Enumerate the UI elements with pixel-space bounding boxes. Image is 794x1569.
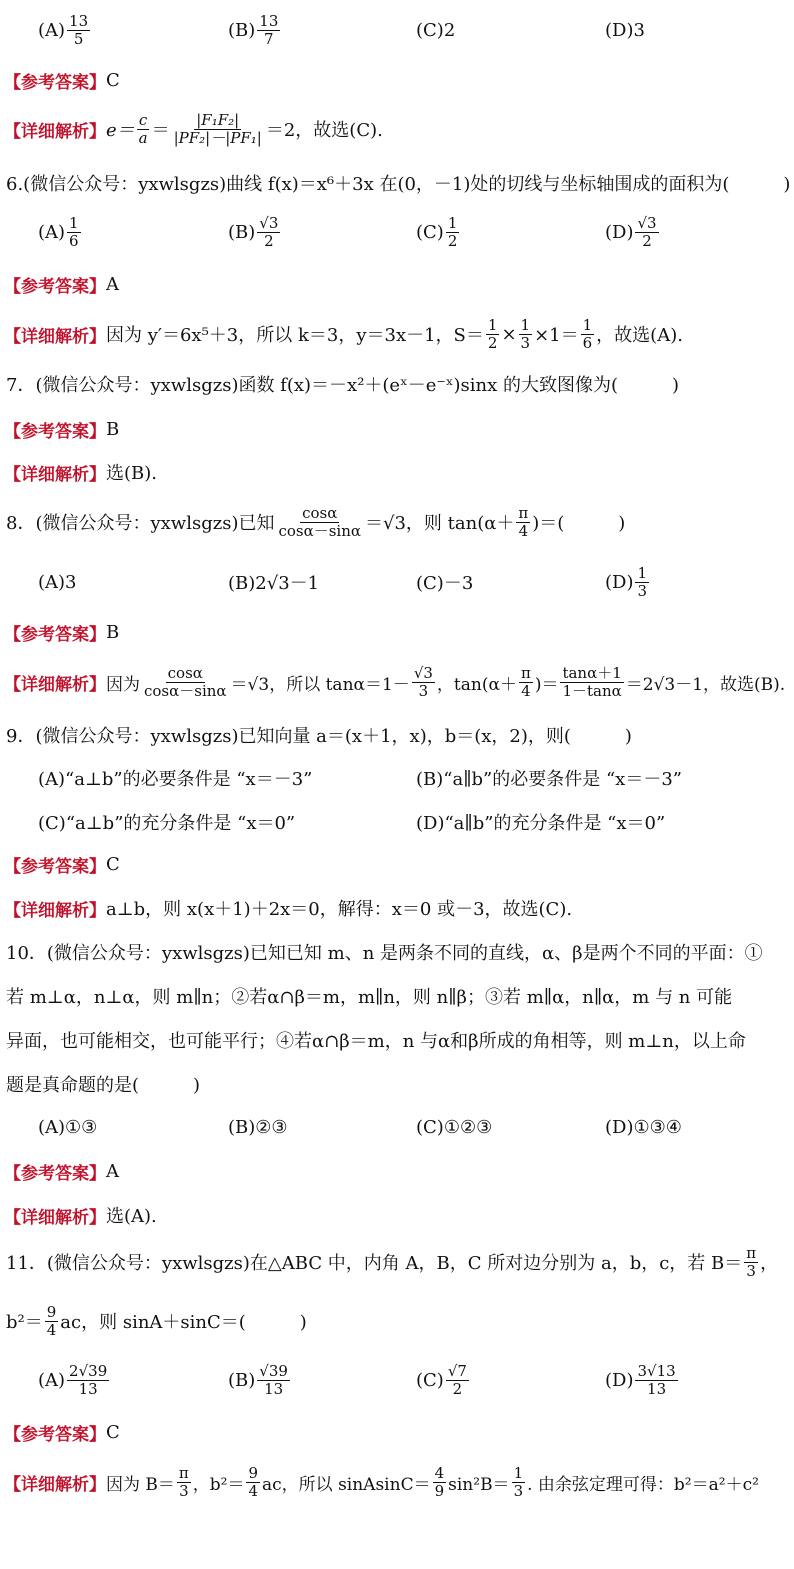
q9-analysis: 【详细解析】 a⊥b，则 x(x＋1)＋2x＝0，解得：x＝0 或－3，故选(C). — [4, 886, 790, 930]
q10-option-a: (A)①③ — [38, 1116, 98, 1138]
q11-option-d: (D) $\frac{3√13}{13}$ — [605, 1361, 676, 1398]
q11-options — [38, 1358, 788, 1402]
analysis-label: 【详细解析】 — [4, 121, 106, 142]
q5-analysis: 【详细解析】 e＝ $\frac{c}{a}$ ＝ $\frac{\text{|F₁F₂|}}{\text{|PF₂|－|PF₁|}}$ ＝2，故选(C). — [4, 110, 383, 147]
fraction: $\frac{√3}{2}$ — [637, 213, 657, 250]
analysis-label: 【详细解析】 — [4, 900, 106, 921]
answer-value: C — [106, 853, 120, 875]
q10-answer — [4, 1149, 790, 1193]
q5-option-a — [38, 8, 92, 52]
q9-options-row1 — [38, 756, 788, 800]
answer-label: 【参考答案】 — [4, 1424, 106, 1445]
fraction: $\frac{\pi}{3}$ — [178, 1463, 189, 1500]
analysis-label: 【详细解析】 — [4, 464, 106, 485]
fraction: $\frac{\tan\alpha+1}{1-\tan\alpha}$ — [562, 663, 622, 700]
fraction: $\frac{9}{4}$ — [46, 1302, 57, 1339]
q10-stem-line2: 若 m⊥α，n⊥α，则 m∥n；②若α∩β＝m，m∥n，则 n∥β；③若 m∥α，n∥α，m 与 n 可能 — [6, 987, 733, 1008]
q9-stem: 9．(微信公众号：yxwlsgzs)已知向量 a＝(x＋1，x)，b＝(x，2)，则( ) — [6, 726, 632, 747]
q6-option-d: (D) $\frac{√3}{2}$ — [605, 213, 657, 250]
q9-option-d: (D)“a∥b”的充分条件是 “x＝0” — [416, 813, 666, 834]
q10-stem-line1: 10．(微信公众号：yxwlsgzs)已知已知 m、n 是两条不同的直线，α、β是两个不同的平面：① — [6, 943, 763, 964]
fraction: $\frac{c}{a}$ — [138, 110, 148, 147]
q9-options-row2 — [38, 800, 788, 844]
fraction: $\frac{3√13}{13}$ — [637, 1361, 676, 1398]
q8-answer — [4, 610, 790, 654]
answer-value: B — [106, 418, 120, 440]
fraction: $\frac{1}{6}$ — [69, 213, 79, 250]
fraction: $\frac{1}{3}$ — [637, 563, 648, 600]
fraction: $\frac{13}{7}$ — [259, 11, 279, 48]
q11-option-b: (B) $\frac{√39}{13}$ — [228, 1361, 288, 1398]
fraction: $\frac{1}{2}$ — [447, 213, 458, 250]
fraction: $\frac{√39}{13}$ — [259, 1361, 288, 1398]
fraction: $\frac{13}{5}$ — [69, 11, 89, 48]
fraction: $\frac{1}{3}$ — [520, 315, 531, 352]
fraction: $\frac{√7}{2}$ — [447, 1361, 467, 1398]
q5-option-c: (C)2 — [416, 19, 456, 41]
fraction: $\frac{1}{6}$ — [582, 315, 593, 352]
q5-option-d: (D)3 — [605, 19, 645, 41]
q11-option-c: (C) $\frac{√7}{2}$ — [416, 1361, 467, 1398]
q8-options — [38, 560, 788, 604]
analysis-label: 【详细解析】 — [4, 1474, 106, 1495]
fraction: $\frac{\pi}{4}$ — [520, 663, 531, 700]
answer-label: 【参考答案】 — [4, 421, 106, 442]
q10-analysis: 【详细解析】 选(A). — [4, 1193, 790, 1237]
q7-stem: 7．(微信公众号：yxwlsgzs)函数 f(x)＝－x²＋(eˣ－e⁻ˣ)sinx 的大致图像为( ) — [6, 375, 680, 396]
q11-option-a: (A) $\frac{2√39}{13}$ — [38, 1361, 108, 1398]
q10-option-c: (C)①②③ — [416, 1116, 493, 1138]
fraction: $\frac{\pi}{3}$ — [746, 1243, 757, 1280]
fraction: $\frac{\pi}{4}$ — [518, 503, 529, 540]
q10-options — [38, 1105, 788, 1149]
q6-option-b: (B) $\frac{√3}{2}$ — [228, 213, 279, 250]
analysis-label: 【详细解析】 — [4, 1207, 106, 1228]
q6-answer — [4, 262, 790, 306]
analysis-label: 【详细解析】 — [4, 326, 106, 347]
q6-stem: 6.(微信公众号：yxwlsgzs)曲线 f(x)＝x⁶＋3x 在(0，－1)处的切线与坐标轴围成的面积为( ) — [6, 174, 791, 195]
q11-stem-line1: 11．(微信公众号：yxwlsgzs)在△ABC 中，内角 A，B，C 所对边分别为 a，b，c，若 B＝ $\frac{\pi}{3}$ ， — [6, 1243, 779, 1280]
q11-answer — [4, 1410, 790, 1454]
q9-option-b: (B)“a∥b”的必要条件是 “x＝－3” — [416, 769, 682, 790]
q7-analysis: 【详细解析】 选(B). — [4, 450, 790, 494]
q8-analysis: 【详细解析】 因为 $\frac{\cos\alpha}{\cos\alpha-\sin\alpha}$ ＝√3，所以 tanα＝1－ $\frac{√3}{3}$ ，tan(α＋ $\frac{\pi}{4}$ )＝ $\frac{\tan\alpha+1}{1-\tan\alpha}$ ＝2√3－1，故选(B). — [4, 663, 786, 700]
q7-answer — [4, 407, 790, 451]
q11-analysis: 【详细解析】 因为 B＝ $\frac{\pi}{3}$ ，b²＝ $\frac{9}{4}$ ac，所以 sinAsinC＝ $\frac{4}{9}$ sin²B＝ $\frac{1}{3}$ . 由余弦定理可得：b²＝a²＋c² — [4, 1463, 759, 1500]
q5-answer — [4, 58, 790, 102]
q9-option-a: (A)“a⊥b”的必要条件是 “x＝－3” — [38, 769, 313, 790]
analysis-label: 【详细解析】 — [4, 674, 106, 695]
q8-option-b: (B)2√3－1 — [228, 573, 320, 594]
answer-label: 【参考答案】 — [4, 276, 106, 297]
q10-stem-line3: 异面，也可能相交，也可能平行；④若α∩β＝m，n 与α和β所成的角相等，则 m⊥n，以上命 — [6, 1031, 746, 1052]
q8-option-d: (D) $\frac{1}{3}$ — [605, 563, 648, 600]
fraction: $\frac{\text{|F₁F₂|}}{\text{|PF₂|－|PF₁|}}$ — [173, 110, 262, 147]
answer-label: 【参考答案】 — [4, 1163, 106, 1184]
answer-value: A — [106, 273, 119, 295]
answer-value: C — [106, 69, 120, 91]
q5-option-b — [228, 8, 282, 52]
q6-options — [38, 210, 788, 254]
answer-label: 【参考答案】 — [4, 856, 106, 877]
q11-stem-line2: b²＝ $\frac{9}{4}$ ac，则 sinA＋sinC＝( ) — [6, 1302, 307, 1339]
q8-option-a: (A)3 — [38, 571, 77, 593]
q6-option-c: (C) $\frac{1}{2}$ — [416, 213, 458, 250]
fraction: $\frac{√3}{2}$ — [259, 213, 279, 250]
q10-stem-line4: 题是真命题的是( ) — [6, 1075, 201, 1096]
q9-answer — [4, 842, 790, 886]
q8-option-c: (C)－3 — [416, 573, 474, 594]
q10-option-d: (D)①③④ — [605, 1116, 682, 1138]
fraction: $\frac{4}{9}$ — [434, 1463, 445, 1500]
answer-label: 【参考答案】 — [4, 624, 106, 645]
fraction: $\frac{\cos\alpha}{\cos\alpha-\sin\alpha}$ — [144, 663, 227, 700]
q9-option-c: (C)“a⊥b”的充分条件是 “x＝0” — [38, 813, 296, 834]
q6-option-a: (A) $\frac{1}{6}$ — [38, 213, 79, 250]
answer-value: C — [106, 1421, 120, 1443]
option-letter: (B) — [228, 19, 256, 41]
q10-option-b: (B)②③ — [228, 1116, 288, 1138]
fraction: $\frac{2√39}{13}$ — [69, 1361, 108, 1398]
fraction: $\frac{\cos\alpha}{\cos\alpha-\sin\alpha}$ — [278, 503, 362, 540]
fraction: $\frac{1}{3}$ — [513, 1463, 524, 1500]
q6-analysis: 【详细解析】 因为 y′＝6x⁵＋3，所以 k＝3，y＝3x－1，S＝ $\frac{1}{2}$ × $\frac{1}{3}$ ×1＝ $\frac{1}{6}$ ，故选(A). — [4, 315, 683, 352]
q8-stem: 8．(微信公众号：yxwlsgzs)已知 $\frac{\cos\alpha}{\cos\alpha-\sin\alpha}$ ＝√3，则 tan(α＋ $\frac{\pi}{4}$ )＝( ) — [6, 503, 626, 540]
fraction: $\frac{√3}{3}$ — [413, 663, 433, 700]
fraction: $\frac{9}{4}$ — [248, 1463, 259, 1500]
answer-value: A — [106, 1160, 119, 1182]
q5-options — [38, 8, 788, 52]
answer-value: B — [106, 621, 120, 643]
answer-label: 【参考答案】 — [4, 72, 106, 93]
option-letter: (A) — [38, 19, 66, 41]
fraction: $\frac{1}{2}$ — [487, 315, 498, 352]
